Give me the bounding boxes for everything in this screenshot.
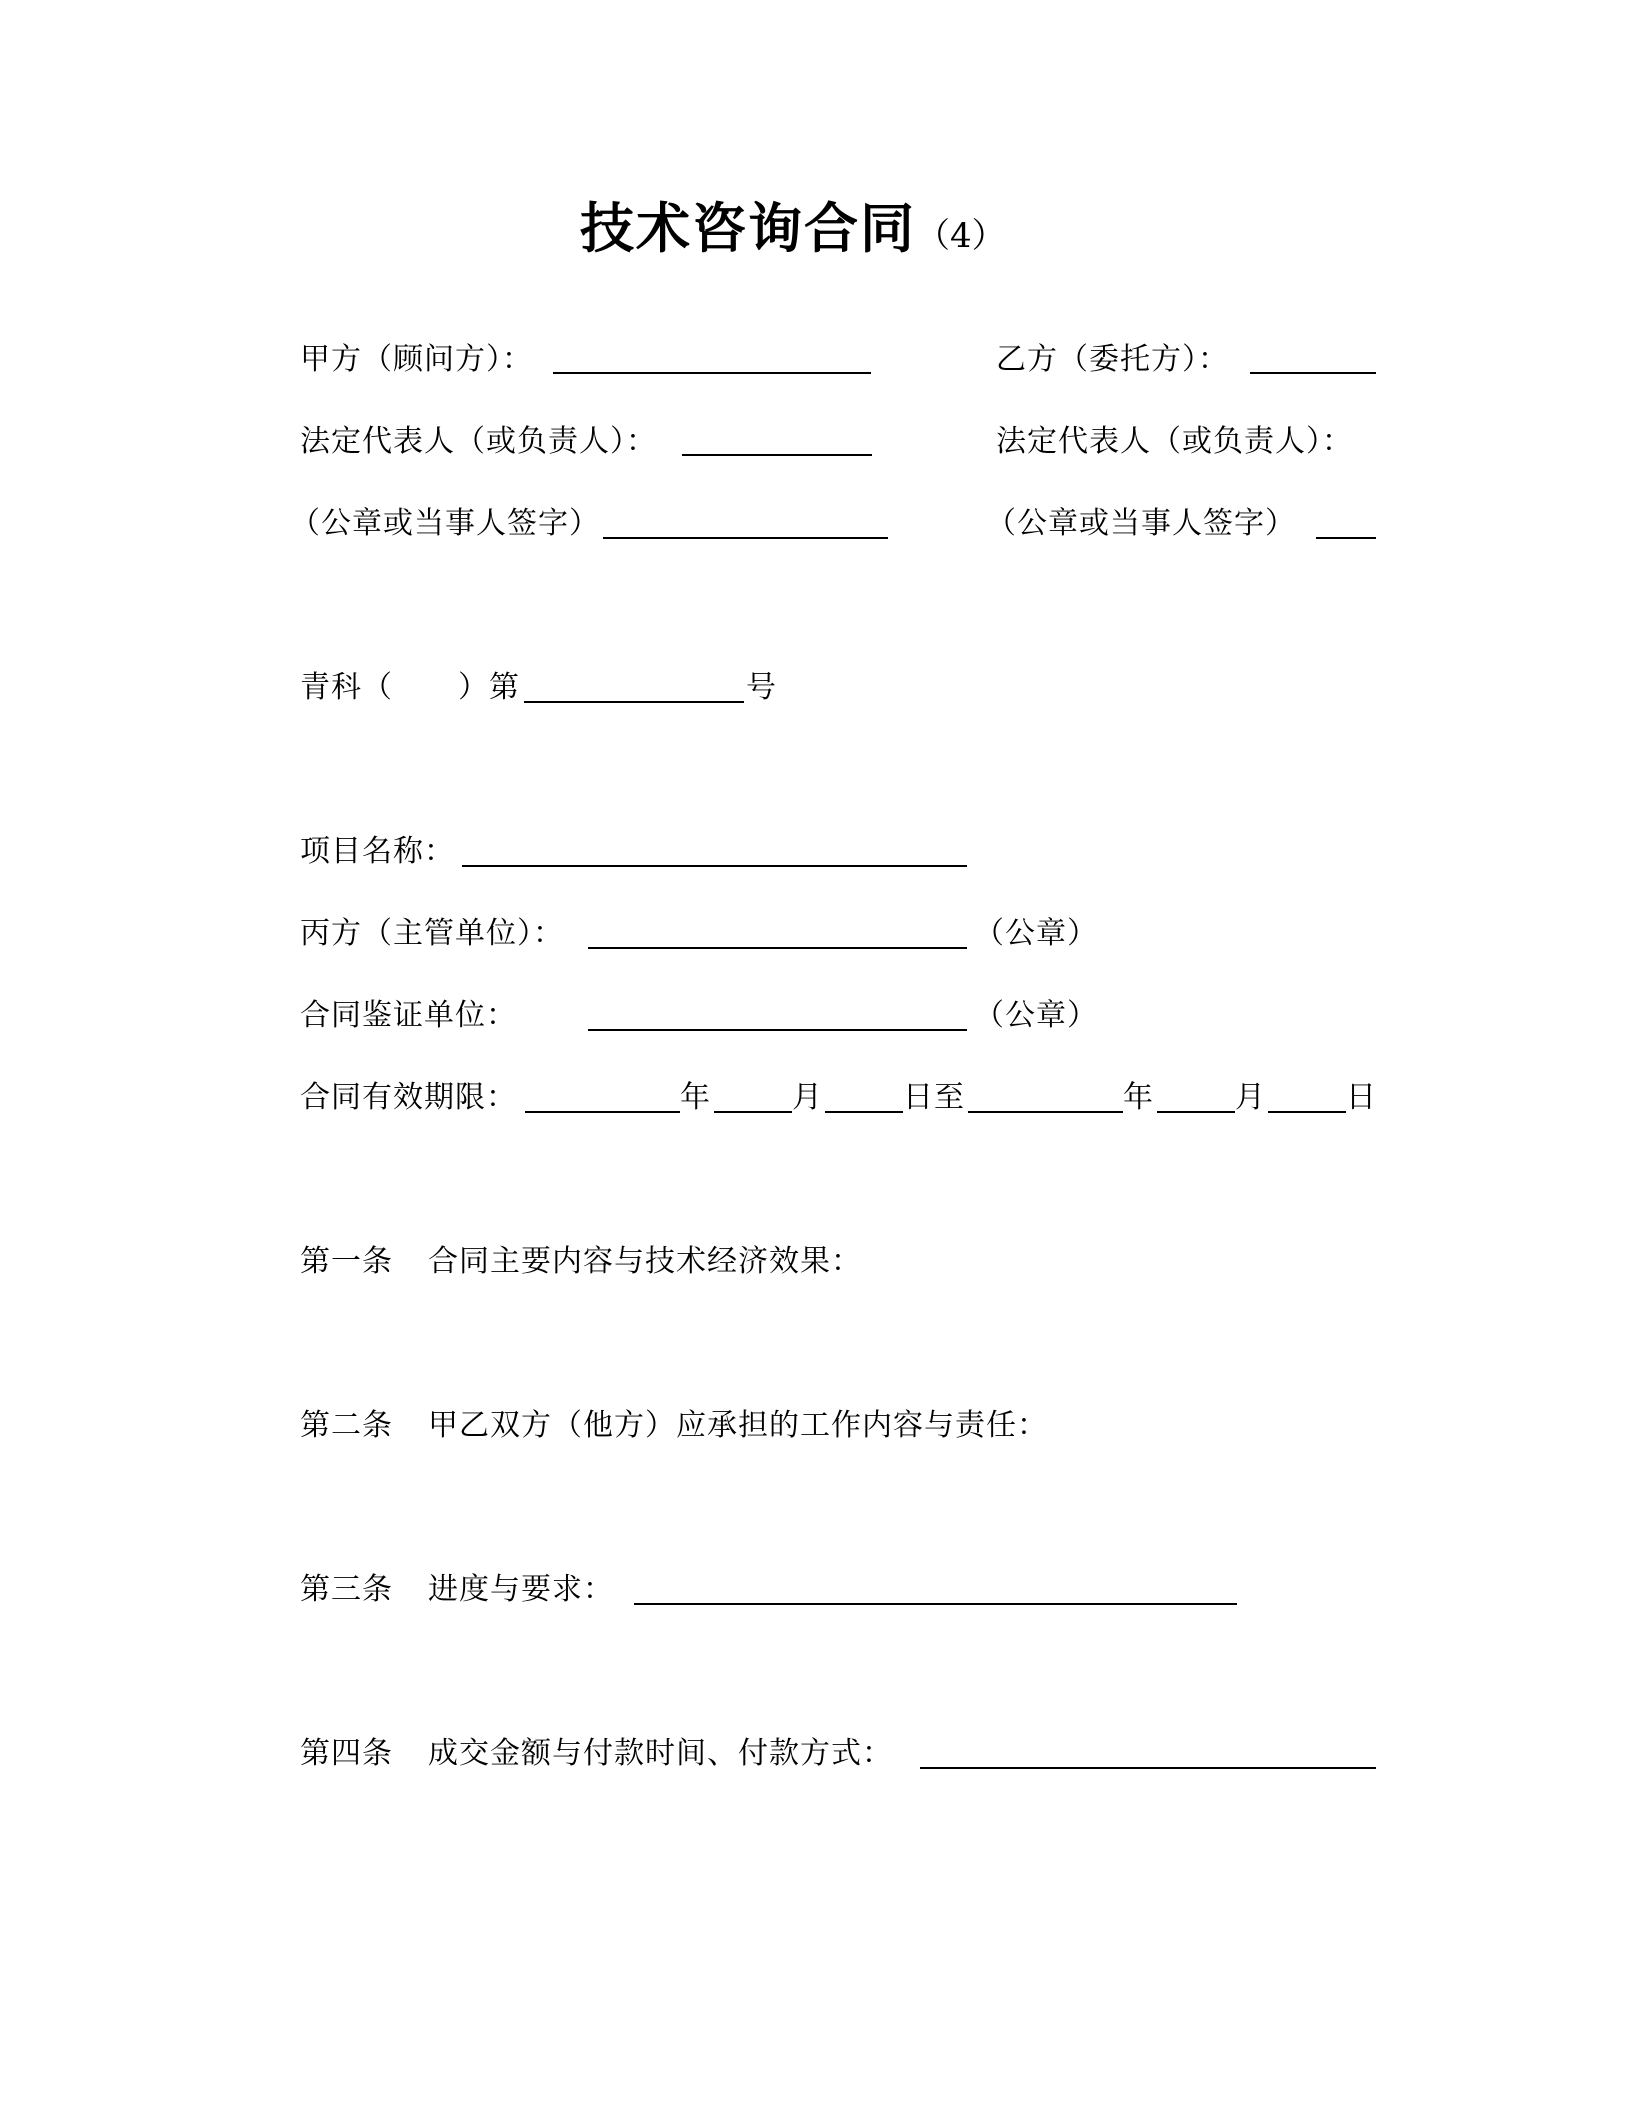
clause-2-text: 甲乙双方（他方）应承担的工作内容与责任： [428,1408,1048,1443]
clause-1-text: 合同主要内容与技术经济效果： [428,1244,862,1279]
party-b-label: 乙方（委托方）： [996,342,1229,377]
validity-start-day-field[interactable] [825,1111,903,1113]
title-main: 技术咨询合同 [580,197,916,260]
party-b-rep-label: 法定代表人（或负责人）： [996,424,1353,459]
page-title [580,196,1006,269]
validity-end-year-field[interactable] [968,1111,1123,1113]
party-a-rep-field[interactable] [682,454,872,456]
verifier-label: 合同鉴证单位： [300,998,517,1033]
clause-3-text: 进度与要求： [428,1572,614,1607]
validity-year2-unit: 年 [1123,1080,1154,1115]
clause-3-number: 第三条 [300,1572,393,1607]
validity-start-year-field[interactable] [525,1111,680,1113]
party-b-seal-label: （公章或当事人签字） [986,506,1296,541]
validity-year-unit: 年 [680,1080,711,1115]
verifier-field[interactable] [588,1029,967,1031]
doc-number-suffix: 号 [746,670,777,705]
party-a-name-field[interactable] [553,372,871,374]
clause-4-text: 成交金额与付款时间、付款方式： [428,1736,893,1771]
party-a-label: 甲方（顾问方）： [300,342,533,377]
validity-day2-unit: 日 [1346,1080,1377,1115]
verifier-seal: （公章） [974,998,1098,1033]
party-a-seal-label: （公章或当事人签字） [290,506,600,541]
validity-month-unit: 月 [792,1080,823,1115]
doc-number-prefix: 青科（ [300,670,393,705]
validity-start-month-field[interactable] [714,1111,792,1113]
validity-end-day-field[interactable] [1268,1111,1346,1113]
clause-4-field[interactable] [920,1767,1376,1769]
party-b-name-field[interactable] [1250,372,1376,374]
party-c-seal: （公章） [974,916,1098,951]
clause-4-number: 第四条 [300,1736,393,1771]
doc-number-mid: ）第 [458,670,520,705]
validity-label: 合同有效期限： [300,1080,517,1115]
validity-month2-unit: 月 [1235,1080,1266,1115]
project-name-field[interactable] [462,865,967,867]
clause-1-number: 第一条 [300,1244,393,1279]
party-a-seal-field[interactable] [603,537,888,539]
title-number: （4） [916,216,1006,256]
party-b-seal-field[interactable] [1316,537,1376,539]
project-name-label: 项目名称： [300,834,455,869]
party-c-field[interactable] [588,947,967,949]
party-a-rep-label: 法定代表人（或负责人）： [300,424,657,459]
doc-number-field[interactable] [524,701,744,703]
clause-3-field[interactable] [634,1603,1237,1605]
party-c-label: 丙方（主管单位）： [300,916,564,951]
validity-to: 日至 [903,1080,965,1115]
validity-end-month-field[interactable] [1157,1111,1235,1113]
clause-2-number: 第二条 [300,1408,393,1443]
